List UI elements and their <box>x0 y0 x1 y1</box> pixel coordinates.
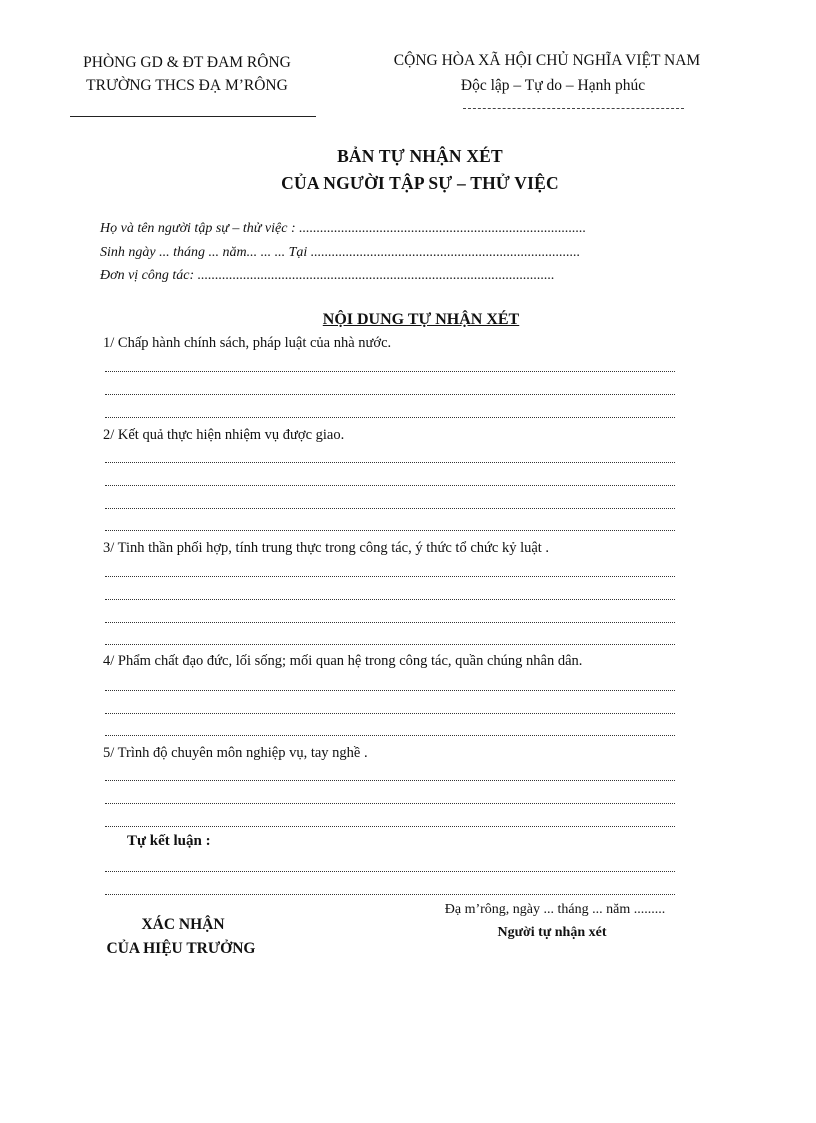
national-motto: Độc lập – Tự do – Hạnh phúc <box>460 77 646 94</box>
answer-line <box>105 735 675 736</box>
field-birth-place: Sinh ngày ... tháng ... năm... ... ... Tại ............................................................................. <box>100 245 581 260</box>
answer-line <box>105 576 675 577</box>
answer-line <box>105 530 675 531</box>
section-1-heading: 1/ Chấp hành chính sách, pháp luật của nhà nước. <box>103 335 392 351</box>
answer-line <box>105 826 675 827</box>
section-3-heading: 3/ Tinh thần phối hợp, tính trung thực trong công tác, ý thức tổ chức kỷ luật . <box>103 540 550 556</box>
country-name: CỘNG HÒA XÃ HỘI CHỦ NGHĨA VIỆT NAM <box>393 52 701 69</box>
answer-line <box>105 713 675 714</box>
answer-line <box>105 780 675 781</box>
answer-line <box>105 690 675 691</box>
section-2-heading: 2/ Kết quả thực hiện nhiệm vụ được giao. <box>103 427 345 443</box>
answer-line <box>105 871 675 872</box>
answer-line <box>105 485 675 486</box>
answer-line <box>105 462 675 463</box>
answer-line <box>105 644 675 645</box>
field-work-unit: Đơn vị công tác: ...................................................................................................... <box>100 268 555 283</box>
header-left-underline <box>70 116 316 117</box>
document-subtitle: CỦA NGƯỜI TẬP SỰ – THỬ VIỆC <box>281 173 559 193</box>
document-title: BẢN TỰ NHẬN XÉT <box>337 146 503 166</box>
answer-line <box>105 894 675 895</box>
school-name: TRƯỜNG THCS ĐẠ M’RÔNG <box>86 77 288 94</box>
answer-line <box>105 371 675 372</box>
section-4-heading: 4/ Phẩm chất đạo đức, lối sống; mối quan hệ trong công tác, quần chúng nhân dân. <box>103 653 583 669</box>
place-date-line: Đạ m’rông, ngày ... tháng ... năm ......... <box>444 902 666 917</box>
answer-line <box>105 599 675 600</box>
answer-line <box>105 803 675 804</box>
answer-line <box>105 622 675 623</box>
conclusion-label: Tự kết luận : <box>127 833 211 849</box>
section-5-heading: 5/ Trình độ chuyên môn nghiệp vụ, tay nghề . <box>103 745 368 761</box>
answer-line <box>105 394 675 395</box>
content-heading: NỘI DUNG TỰ NHẬN XÉT <box>322 311 520 328</box>
field-full-name: Họ và tên người tập sự – thử việc : .................................................................................. <box>100 221 587 236</box>
principal-label: CỦA HIỆU TRƯỞNG <box>106 940 256 957</box>
confirmation-label: XÁC NHẬN <box>141 916 225 933</box>
department-name: PHÒNG GD & ĐT ĐAM RÔNG <box>83 54 291 71</box>
answer-line <box>105 417 675 418</box>
answer-line <box>105 508 675 509</box>
signer-label: Người tự nhận xét <box>497 925 607 940</box>
motto-underline <box>463 108 684 109</box>
